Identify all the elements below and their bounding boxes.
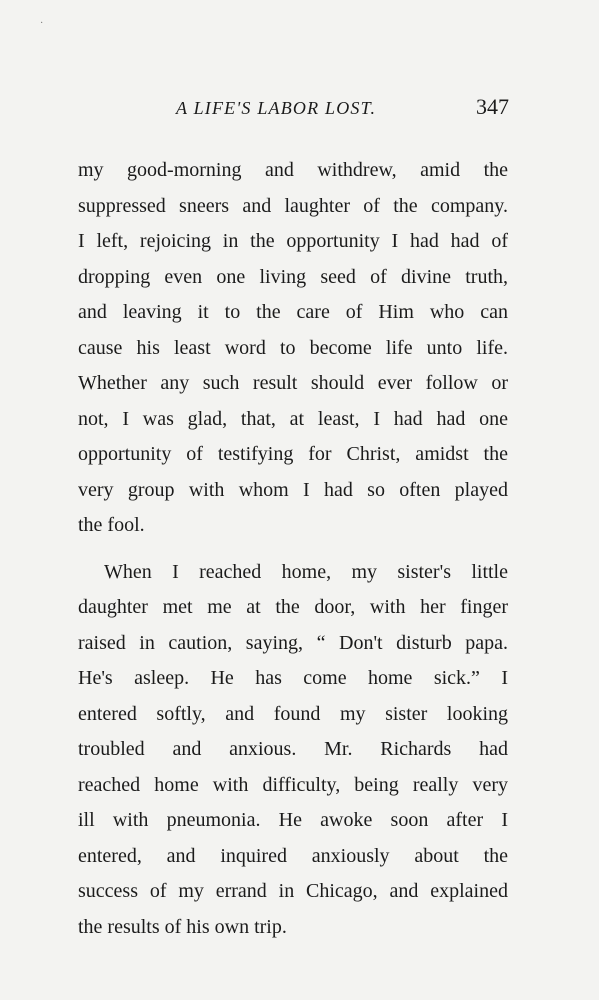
text-line: daughter met me at the door, with her finger [78, 596, 508, 618]
text-line: He's asleep. He has come home sick.” I [78, 667, 508, 689]
text-line: cause his least word to become life unto life. [78, 336, 508, 359]
text-line: the results of his own trip. [78, 915, 287, 938]
text-line: ill with pneumonia. He awoke soon after I [78, 809, 508, 831]
text-line: suppressed sneers and laughter of the company. [78, 194, 508, 217]
page-number: 347 [476, 94, 509, 119]
text-line: When I reached home, my sister's little [104, 560, 508, 583]
text-line: not, I was glad, that, at least, I had had one [78, 407, 508, 430]
text-line: entered, and inquired anxiously about the [78, 844, 508, 867]
text-line: very group with whom I had so often played [78, 478, 508, 501]
text-line: raised in caution, saying, “ Don't disturb papa. [78, 631, 508, 654]
text-line: entered softly, and found my sister looking [78, 702, 508, 725]
running-title: A LIFE'S LABOR LOST. [176, 98, 377, 118]
text-line: opportunity of testifying for Christ, amidst the [78, 443, 508, 465]
text-line: and leaving it to the care of Him who can [78, 301, 508, 323]
corner-mark: · [40, 18, 44, 29]
text-line: my good-morning and withdrew, amid the [78, 159, 508, 181]
text-line: troubled and anxious. Mr. Richards had [78, 738, 508, 760]
text-line: I left, rejoicing in the opportunity I had had of [78, 230, 508, 252]
text-line: success of my errand in Chicago, and explained [78, 880, 508, 902]
paragraph [78, 555, 508, 946]
text-line: the fool. [78, 514, 145, 536]
text-line: Whether any such result should ever follow or [78, 372, 508, 394]
paragraph [78, 153, 508, 544]
running-header [0, 94, 599, 128]
text-line: reached home with difficulty, being really very [78, 773, 508, 796]
body-text [78, 153, 508, 945]
text-line: dropping even one living seed of divine truth, [78, 265, 508, 288]
